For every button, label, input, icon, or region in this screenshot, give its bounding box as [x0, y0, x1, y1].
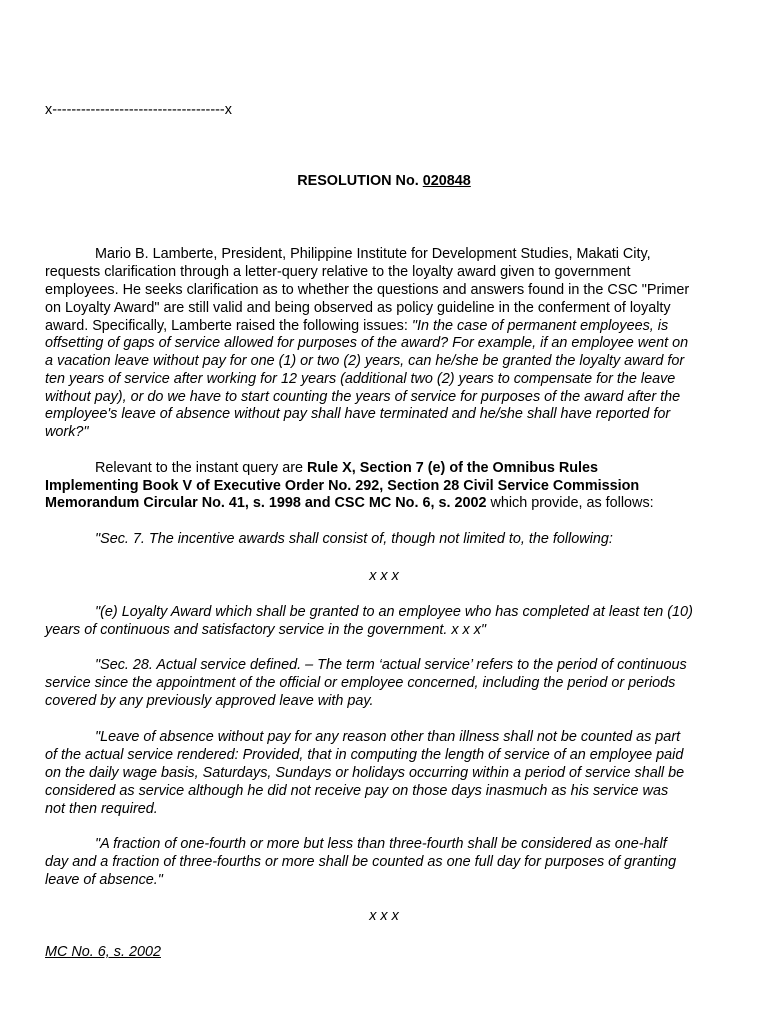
para1-line: offsetting of gaps of service allowed for purposes of the award? For example, if an employee went on: [45, 335, 689, 351]
omission-marker: x x x: [369, 908, 399, 924]
quote-fraction-line: "A fraction of one-fourth or more but less than three-fourth shall be considered as one-half: [95, 836, 667, 852]
quote-fraction-line: leave of absence.": [45, 872, 163, 888]
quote-sec28-line: "Sec. 28. Actual service defined. – The term ‘actual service’ refers to the period of continuous: [95, 657, 687, 673]
para1-quote: "In the case of permanent employees, is: [411, 318, 669, 334]
para2-line: [45, 494, 654, 512]
para2-line: [95, 459, 598, 477]
para1-line: employees. He seeks clarification as to whether the questions and answers found in the CSC "Primer: [45, 282, 690, 298]
resolution-number: 020848: [422, 173, 471, 189]
quote-sec28-line: covered by any previously approved leave with pay.: [45, 693, 374, 709]
para1-line: on Loyalty Award" are still valid and being observed as policy guideline in the conferment of loyalty: [45, 300, 671, 316]
resolution-prefix: RESOLUTION No.: [297, 173, 423, 189]
omission-marker: x x x: [369, 568, 399, 584]
para1-line: ten years of service after working for 12 years (additional two (2) years to compensate for the leave: [45, 371, 676, 387]
para1-text: award. Specifically, Lamberte raised the following issues:: [45, 318, 412, 334]
para1-line: [45, 317, 668, 335]
quote-e-line: "(e) Loyalty Award which shall be granted to an employee who has completed at least ten (10): [95, 604, 693, 620]
quote-leave-line: not then required.: [45, 801, 158, 817]
para2-reference: Rule X, Section 7 (e) of the Omnibus Rules: [307, 460, 599, 476]
quote-e-line: years of continuous and satisfactory service in the government. x x x": [45, 622, 487, 638]
quote-leave-line: on the daily wage basis, Saturdays, Sundays or holidays occurring within a period of service shall be: [45, 765, 685, 781]
para1-line: without pay), or do we have to start counting the years of service for purposes of the award after the: [45, 389, 681, 405]
para2-reference: Memorandum Circular No. 41, s. 1998 and CSC MC No. 6, s. 2002: [45, 495, 487, 511]
para2-line: Implementing Book V of Executive Order No. 292, Section 28 Civil Service Commission: [45, 478, 640, 494]
quote-fraction-line: day and a fraction of three-fourths or more shall be counted as one full day for purposes of granting: [45, 854, 677, 870]
quote-leave-line: "Leave of absence without pay for any reason other than illness shall not be counted as part: [95, 729, 681, 745]
separator-line: x------------------------------------x: [45, 102, 232, 118]
para1-line: a vacation leave without pay for one (1) or two (2) years, can he/she be granted the loyalty award for: [45, 353, 685, 369]
quote-sec28-line: service since the appointment of the official or employee concerned, including the period or periods: [45, 675, 676, 691]
para2-text: Relevant to the instant query are: [95, 460, 307, 476]
para1-line: requests clarification through a letter-query relative to the loyalty award given to government: [45, 264, 631, 280]
para1-line: employee's leave of absence without pay shall have terminated and he/she shall have reported for: [45, 406, 671, 422]
mc-heading: MC No. 6, s. 2002: [45, 944, 161, 960]
para1-line: work?": [45, 424, 89, 440]
resolution-title: [0, 172, 768, 190]
quote-leave-line: of the actual service rendered: Provided, that in computing the length of service of an employee paid: [45, 747, 684, 763]
quote-sec7: "Sec. 7. The incentive awards shall consist of, though not limited to, the following:: [95, 531, 613, 547]
para2-text: which provide, as follows:: [486, 495, 654, 511]
para1-line: Mario B. Lamberte, President, Philippine Institute for Development Studies, Makati City,: [95, 246, 651, 262]
quote-leave-line: considered as service although he did not receive pay on those days inasmuch as his service was: [45, 783, 669, 799]
